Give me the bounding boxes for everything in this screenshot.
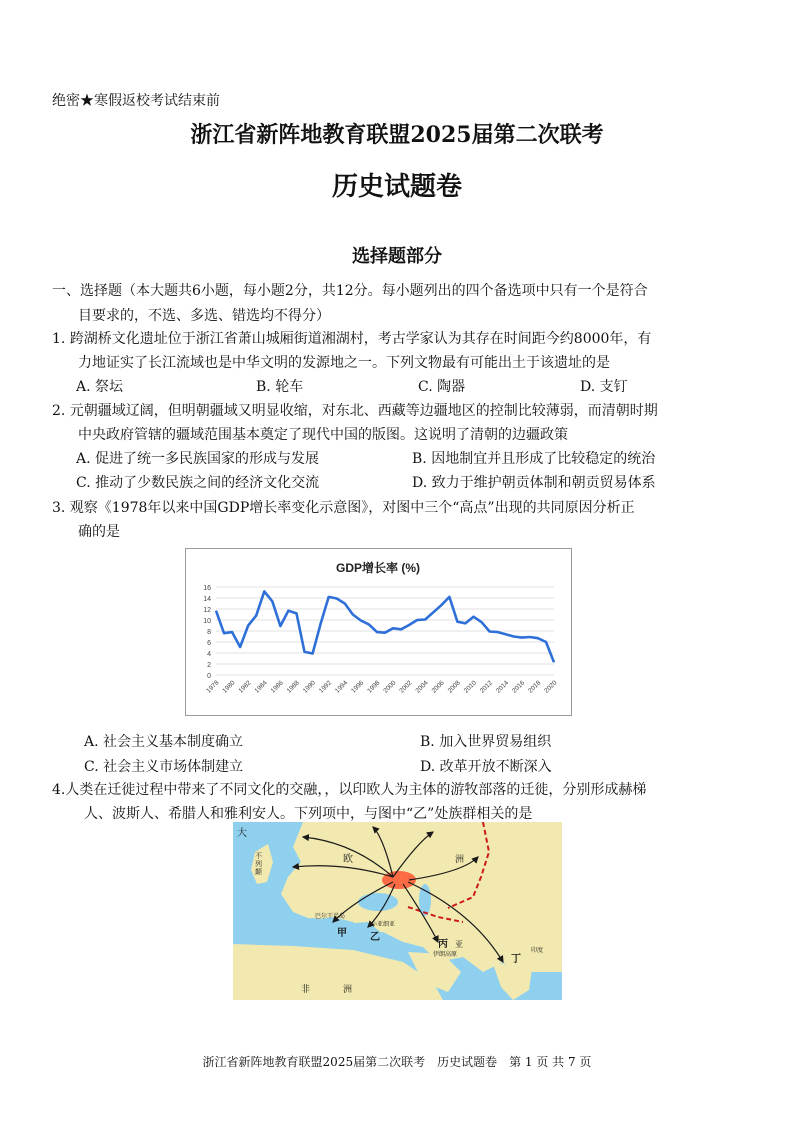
x-tick-label: 2016 bbox=[511, 679, 527, 695]
question-4-stem: 人、波斯人、希腊人和雅利安人。下列项中，与图中“乙”处族群相关的是 bbox=[84, 806, 533, 822]
question-2-stem: 中央政府管辖的疆域范围基本奠定了现代中国的版图。这说明了清朝的边疆政策 bbox=[78, 427, 568, 443]
gdp-chart-svg bbox=[186, 549, 571, 715]
x-tick-label: 2000 bbox=[382, 679, 398, 695]
black-sea bbox=[358, 893, 398, 911]
y-tick-label: 10 bbox=[203, 618, 211, 625]
map-label-africa-2: 洲 bbox=[343, 985, 353, 995]
question-4-stem: 4.人类在迁徙过程中带来了不同文化的交融，，以印欧人为主体的游牧部落的迁徙，分别形成赫梯 bbox=[52, 782, 647, 798]
map-label-asia-minor: 小亚细亚 bbox=[371, 921, 396, 928]
migration-map-svg bbox=[233, 822, 562, 1000]
x-tick-label: 1982 bbox=[237, 679, 253, 695]
chart-series bbox=[216, 591, 554, 662]
x-tick-label: 1994 bbox=[333, 679, 350, 695]
migration-map bbox=[233, 822, 562, 1000]
x-tick-label: 1980 bbox=[221, 679, 237, 695]
secret-note: 绝密★寒假返校考试结束前 bbox=[52, 93, 220, 109]
page-footer: 浙江省新阵地教育联盟2025届第二次联考 历史试题卷 第 1 页 共 7 页 bbox=[202, 1055, 592, 1069]
x-tick-label: 1990 bbox=[301, 679, 317, 695]
x-tick-label: 1992 bbox=[317, 679, 334, 695]
x-tick-label: 2014 bbox=[494, 679, 511, 695]
map-label-europe: 欧 bbox=[343, 854, 353, 865]
x-tick-label: 2004 bbox=[414, 679, 430, 695]
question-1-option-c[interactable]: C. 陶器 bbox=[418, 379, 466, 395]
y-tick-label: 16 bbox=[203, 585, 211, 592]
question-3-option-c[interactable]: C. 社会主义市场体制建立 bbox=[84, 759, 244, 775]
question-2-option-c[interactable]: C. 推动了少数民族之间的经济文化交流 bbox=[76, 475, 320, 491]
instruction-line: 目要求的，不选、多选、错选均不得分） bbox=[78, 308, 330, 324]
y-tick-label: 8 bbox=[207, 629, 211, 636]
question-1-option-b[interactable]: B. 轮车 bbox=[256, 379, 304, 395]
map-label-britain: 不列颠 bbox=[255, 852, 262, 876]
question-1-option-a[interactable]: A. 祭坛 bbox=[76, 379, 124, 395]
question-2-option-b[interactable]: B. 因地制宜并且形成了比较稳定的统治 bbox=[412, 451, 656, 467]
question-2-option-a[interactable]: A. 促进了统一多民族国家的形成与发展 bbox=[76, 451, 320, 467]
x-tick-label: 1984 bbox=[253, 679, 269, 695]
x-tick-label: 1988 bbox=[285, 679, 301, 695]
exam-title: 浙江省新阵地教育联盟2025届第二次联考 bbox=[190, 122, 604, 148]
chart-x-ticks bbox=[205, 679, 558, 694]
y-tick-label: 0 bbox=[207, 673, 211, 680]
x-tick-label: 2020 bbox=[543, 679, 559, 695]
map-label-iran: 伊朗高原 bbox=[433, 951, 458, 958]
map-label-yazhou: 亚 bbox=[455, 940, 463, 949]
gdp-chart bbox=[185, 548, 572, 716]
y-tick-label: 12 bbox=[203, 607, 211, 614]
question-1-option-d[interactable]: D. 支钉 bbox=[580, 379, 628, 395]
map-label-asia-zhou: 洲 bbox=[455, 855, 465, 865]
question-3-option-a[interactable]: A. 社会主义基本制度确立 bbox=[84, 734, 244, 750]
map-label-ding: 丁 bbox=[511, 954, 521, 965]
map-label-yi: 乙 bbox=[370, 932, 380, 943]
map-label-atlantic: 大 bbox=[237, 828, 247, 839]
x-tick-label: 2006 bbox=[430, 679, 446, 695]
x-tick-label: 1996 bbox=[350, 679, 366, 695]
x-tick-label: 2010 bbox=[462, 679, 478, 695]
paper-title: 历史试题卷 bbox=[331, 172, 462, 202]
question-1-stem: 力地证实了长江流域也是中华文明的发源地之一。下列文物最有可能出土于该遗址的是 bbox=[78, 355, 610, 371]
x-tick-label: 1978 bbox=[205, 679, 221, 695]
question-3-stem: 3. 观察《1978年以来中国GDP增长率变化示意图》，对图中三个“高点”出现的共同原因分析正 bbox=[52, 500, 635, 516]
section-title: 选择题部分 bbox=[352, 246, 442, 267]
x-tick-label: 2018 bbox=[527, 679, 543, 695]
x-tick-label: 1998 bbox=[366, 679, 382, 695]
question-3-option-d[interactable]: D. 改革开放不断深入 bbox=[420, 759, 552, 775]
x-tick-label: 2002 bbox=[398, 679, 414, 695]
y-tick-label: 14 bbox=[203, 596, 211, 603]
map-label-balkan: 巴尔干半岛 bbox=[315, 913, 346, 920]
x-tick-label: 1986 bbox=[269, 679, 285, 695]
map-label-bing: 丙 bbox=[438, 939, 448, 950]
x-tick-label: 2008 bbox=[446, 679, 462, 695]
instruction-line: 一、选择题（本大题共6小题，每小题2分，共12分。每小题列出的四个备选项中只有一个是符合 bbox=[52, 283, 648, 299]
chart-title: GDP增长率 (%) bbox=[335, 561, 421, 575]
x-tick-label: 2012 bbox=[478, 679, 495, 695]
y-tick-label: 4 bbox=[207, 651, 211, 658]
question-2-option-d[interactable]: D. 致力于维护朝贡体制和朝贡贸易体系 bbox=[412, 475, 656, 491]
question-2-stem: 2. 元朝疆域辽阔，但明朝疆域又明显收缩，对东北、西藏等边疆地区的控制比较薄弱，而清朝时期 bbox=[52, 403, 658, 419]
chart-y-ticks bbox=[203, 585, 211, 680]
question-3-stem: 确的是 bbox=[78, 524, 120, 540]
chart-gridlines bbox=[216, 587, 554, 675]
map-label-jia: 甲 bbox=[337, 928, 347, 939]
map-label-india: 印度 bbox=[531, 947, 544, 954]
gdp-growth-line bbox=[216, 591, 554, 662]
question-3-option-b[interactable]: B. 加入世界贸易组织 bbox=[420, 734, 552, 750]
y-tick-label: 2 bbox=[207, 662, 211, 669]
question-1-stem: 1. 跨湖桥文化遗址位于浙江省萧山城厢街道湘湖村，考古学家认为其存在时间距今约8000年，有 bbox=[52, 331, 652, 347]
map-label-africa-1: 非 bbox=[301, 985, 311, 995]
y-tick-label: 6 bbox=[207, 640, 211, 647]
